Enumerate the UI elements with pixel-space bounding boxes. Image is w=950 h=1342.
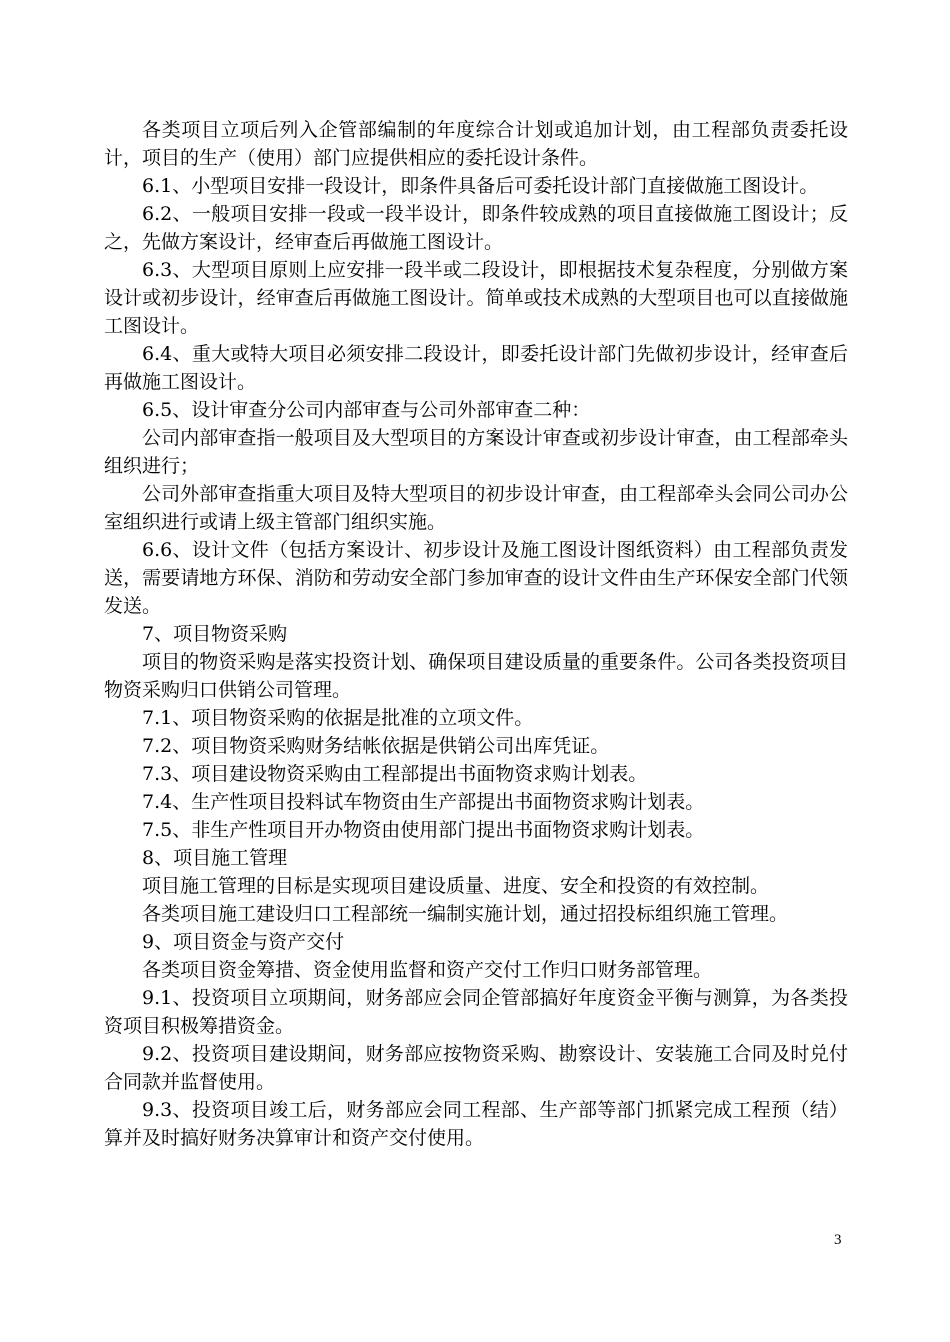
paragraph-9-2: 9.2、投资项目建设期间，财务部应按物资采购、勘察设计、安装施工合同及时兑付合同款并监督使用。 bbox=[104, 1043, 848, 1093]
section-heading-7: 7、项目物资采购 bbox=[142, 623, 288, 645]
paragraph-7-5: 7.5、非生产性项目开办物资由使用部门提出书面物资求购计划表。 bbox=[142, 819, 705, 841]
paragraph-7-1: 7.1、项目物资采购的依据是批准的立项文件。 bbox=[142, 707, 534, 729]
paragraph-internal-review: 公司内部审查指一般项目及大型项目的方案设计审查或初步设计审查，由工程部牵头组织进行； bbox=[104, 427, 848, 477]
paragraph-6-2: 6.2、一般项目安排一段或一段半设计，即条件较成熟的项目直接做施工图设计；反之，先做方案设计，经审查后再做施工图设计。 bbox=[104, 203, 848, 253]
body-text bbox=[104, 116, 848, 1152]
paragraph-6-6: 6.6、设计文件（包括方案设计、初步设计及施工图设计图纸资料）由工程部负责发送，需要请地方环保、消防和劳动安全部门参加审查的设计文件由生产环保安全部门代领发送。 bbox=[104, 539, 848, 617]
paragraph-construction-plan: 各类项目施工建设归口工程部统一编制实施计划，通过招投标组织施工管理。 bbox=[142, 903, 789, 925]
paragraph-6-5: 6.5、设计审查分公司内部审查与公司外部审查二种： bbox=[142, 399, 591, 421]
paragraph-7-2: 7.2、项目物资采购财务结帐依据是供销公司出库凭证。 bbox=[142, 735, 610, 757]
paragraph-9-1: 9.1、投资项目立项期间，财务部应会同企管部搞好年度资金平衡与测算，为各类投资项目积极筹措资金。 bbox=[104, 987, 848, 1037]
paragraph-9-3: 9.3、投资项目竣工后，财务部应会同工程部、生产部等部门抓紧完成工程预（结）算并及时搞好财务决算审计和资产交付使用。 bbox=[104, 1099, 848, 1149]
page-number: 3 bbox=[834, 1232, 842, 1248]
paragraph-6-3: 6.3、大型项目原则上应安排一段半或二段设计，即根据技术复杂程度，分别做方案设计或初步设计，经审查后再做施工图设计。简单或技术成熟的大型项目也可以直接做施工图设计。 bbox=[104, 259, 848, 337]
paragraph-6-1: 6.1、小型项目安排一段设计，即条件具备后可委托设计部门直接做施工图设计。 bbox=[142, 175, 819, 197]
paragraph-external-review: 公司外部审查指重大项目及特大型项目的初步设计审查，由工程部牵头会同公司办公室组织进行或请上级主管部门组织实施。 bbox=[104, 483, 848, 533]
paragraph-construction-goal: 项目施工管理的目标是实现项目建设质量、进度、安全和投资的有效控制。 bbox=[142, 875, 770, 897]
paragraph-6-4: 6.4、重大或特大项目必须安排二段设计，即委托设计部门先做初步设计，经审查后再做施工图设计。 bbox=[104, 343, 848, 393]
section-heading-9: 9、项目资金与资产交付 bbox=[142, 931, 345, 953]
paragraph-7-4: 7.4、生产性项目投料试车物资由生产部提出书面物资求购计划表。 bbox=[142, 791, 705, 813]
paragraph-funds-intro: 各类项目资金筹措、资金使用监督和资产交付工作归口财务部管理。 bbox=[142, 959, 713, 981]
paragraph-7-3: 7.3、项目建设物资采购由工程部提出书面物资求购计划表。 bbox=[142, 763, 648, 785]
section-heading-8: 8、项目施工管理 bbox=[142, 847, 288, 869]
paragraph-procurement-intro: 项目的物资采购是落实投资计划、确保项目建设质量的重要条件。公司各类投资项目物资采购归口供销公司管理。 bbox=[104, 651, 848, 701]
paragraph-intro-design: 各类项目立项后列入企管部编制的年度综合计划或追加计划，由工程部负责委托设计，项目的生产（使用）部门应提供相应的委托设计条件。 bbox=[104, 119, 848, 169]
